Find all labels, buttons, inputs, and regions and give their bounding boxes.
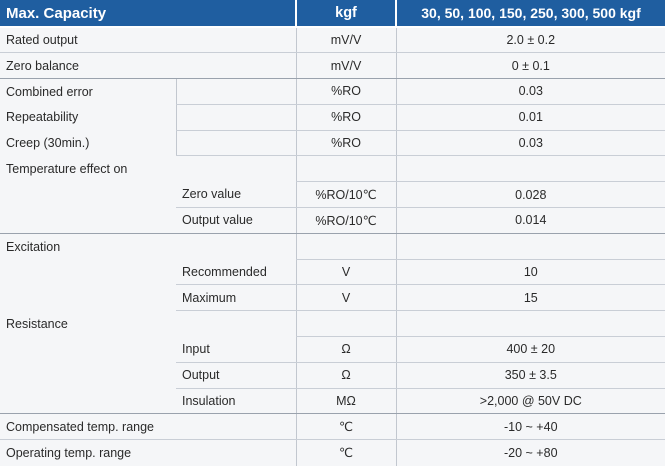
header-range: 30, 50, 100, 150, 250, 300, 500 kgf [396, 0, 665, 27]
table-row [0, 440, 665, 466]
row-sub-empty [176, 79, 296, 105]
header-unit: kgf [296, 0, 396, 27]
row-label-empty [0, 208, 176, 234]
row-label: Combined error [0, 79, 176, 105]
row-label: Rated output [0, 27, 296, 53]
row-unit: %RO [296, 79, 396, 105]
row-label-empty [0, 182, 176, 208]
row-label: Repeatability [0, 104, 176, 130]
row-unit: V [296, 259, 396, 285]
table-row [0, 53, 665, 79]
row-value-empty [396, 311, 665, 337]
row-value: 0.03 [396, 79, 665, 105]
row-value: 350 ± 3.5 [396, 362, 665, 388]
row-sub-label: Output value [176, 208, 296, 234]
row-label-empty [0, 259, 176, 285]
row-unit: ℃ [296, 440, 396, 466]
row-unit: %RO [296, 130, 396, 156]
table-row [0, 259, 665, 285]
table-row [0, 337, 665, 363]
row-label: Temperature effect on [0, 156, 296, 182]
row-value: -20 ~ +80 [396, 440, 665, 466]
table-row [0, 285, 665, 311]
table-row [0, 104, 665, 130]
row-value: 400 ± 20 [396, 337, 665, 363]
row-unit: mV/V [296, 27, 396, 53]
row-label: Compensated temp. range [0, 414, 296, 440]
row-unit: MΩ [296, 388, 396, 414]
row-sub-label: Output [176, 362, 296, 388]
row-unit-empty [296, 311, 396, 337]
row-value: 0.03 [396, 130, 665, 156]
row-unit-empty [296, 156, 396, 182]
row-label-empty [0, 388, 176, 414]
row-sub-label: Recommended [176, 259, 296, 285]
row-value: 0.014 [396, 208, 665, 234]
table-row [0, 388, 665, 414]
row-label: Creep (30min.) [0, 130, 176, 156]
row-value: >2,000 @ 50V DC [396, 388, 665, 414]
row-unit-empty [296, 233, 396, 259]
row-value: 0.028 [396, 182, 665, 208]
row-label: Operating temp. range [0, 440, 296, 466]
table-row [0, 311, 665, 337]
row-unit: Ω [296, 362, 396, 388]
row-label: Resistance [0, 311, 296, 337]
row-value: 15 [396, 285, 665, 311]
row-unit: mV/V [296, 53, 396, 79]
table-row [0, 233, 665, 259]
row-unit: Ω [296, 337, 396, 363]
row-label-empty [0, 337, 176, 363]
table-row [0, 79, 665, 105]
row-sub-empty [176, 104, 296, 130]
row-value: -10 ~ +40 [396, 414, 665, 440]
row-value: 0.01 [396, 104, 665, 130]
table-row [0, 156, 665, 182]
header-capacity: Max. Capacity [0, 0, 296, 27]
row-value: 0 ± 0.1 [396, 53, 665, 79]
row-label-empty [0, 362, 176, 388]
row-value: 2.0 ± 0.2 [396, 27, 665, 53]
header-row [0, 0, 665, 27]
table-row [0, 130, 665, 156]
row-label: Zero balance [0, 53, 296, 79]
row-unit: V [296, 285, 396, 311]
row-label: Excitation [0, 233, 296, 259]
row-unit: %RO/10℃ [296, 208, 396, 234]
row-sub-label: Maximum [176, 285, 296, 311]
row-value: 10 [396, 259, 665, 285]
table-row [0, 362, 665, 388]
row-value-empty [396, 156, 665, 182]
table-row [0, 208, 665, 234]
row-sub-label: Zero value [176, 182, 296, 208]
row-label-empty [0, 285, 176, 311]
row-sub-label: Insulation [176, 388, 296, 414]
row-value-empty [396, 233, 665, 259]
row-sub-empty [176, 130, 296, 156]
row-sub-label: Input [176, 337, 296, 363]
table-row [0, 414, 665, 440]
table-row [0, 182, 665, 208]
row-unit: %RO/10℃ [296, 182, 396, 208]
table-row [0, 27, 665, 53]
row-unit: ℃ [296, 414, 396, 440]
row-unit: %RO [296, 104, 396, 130]
